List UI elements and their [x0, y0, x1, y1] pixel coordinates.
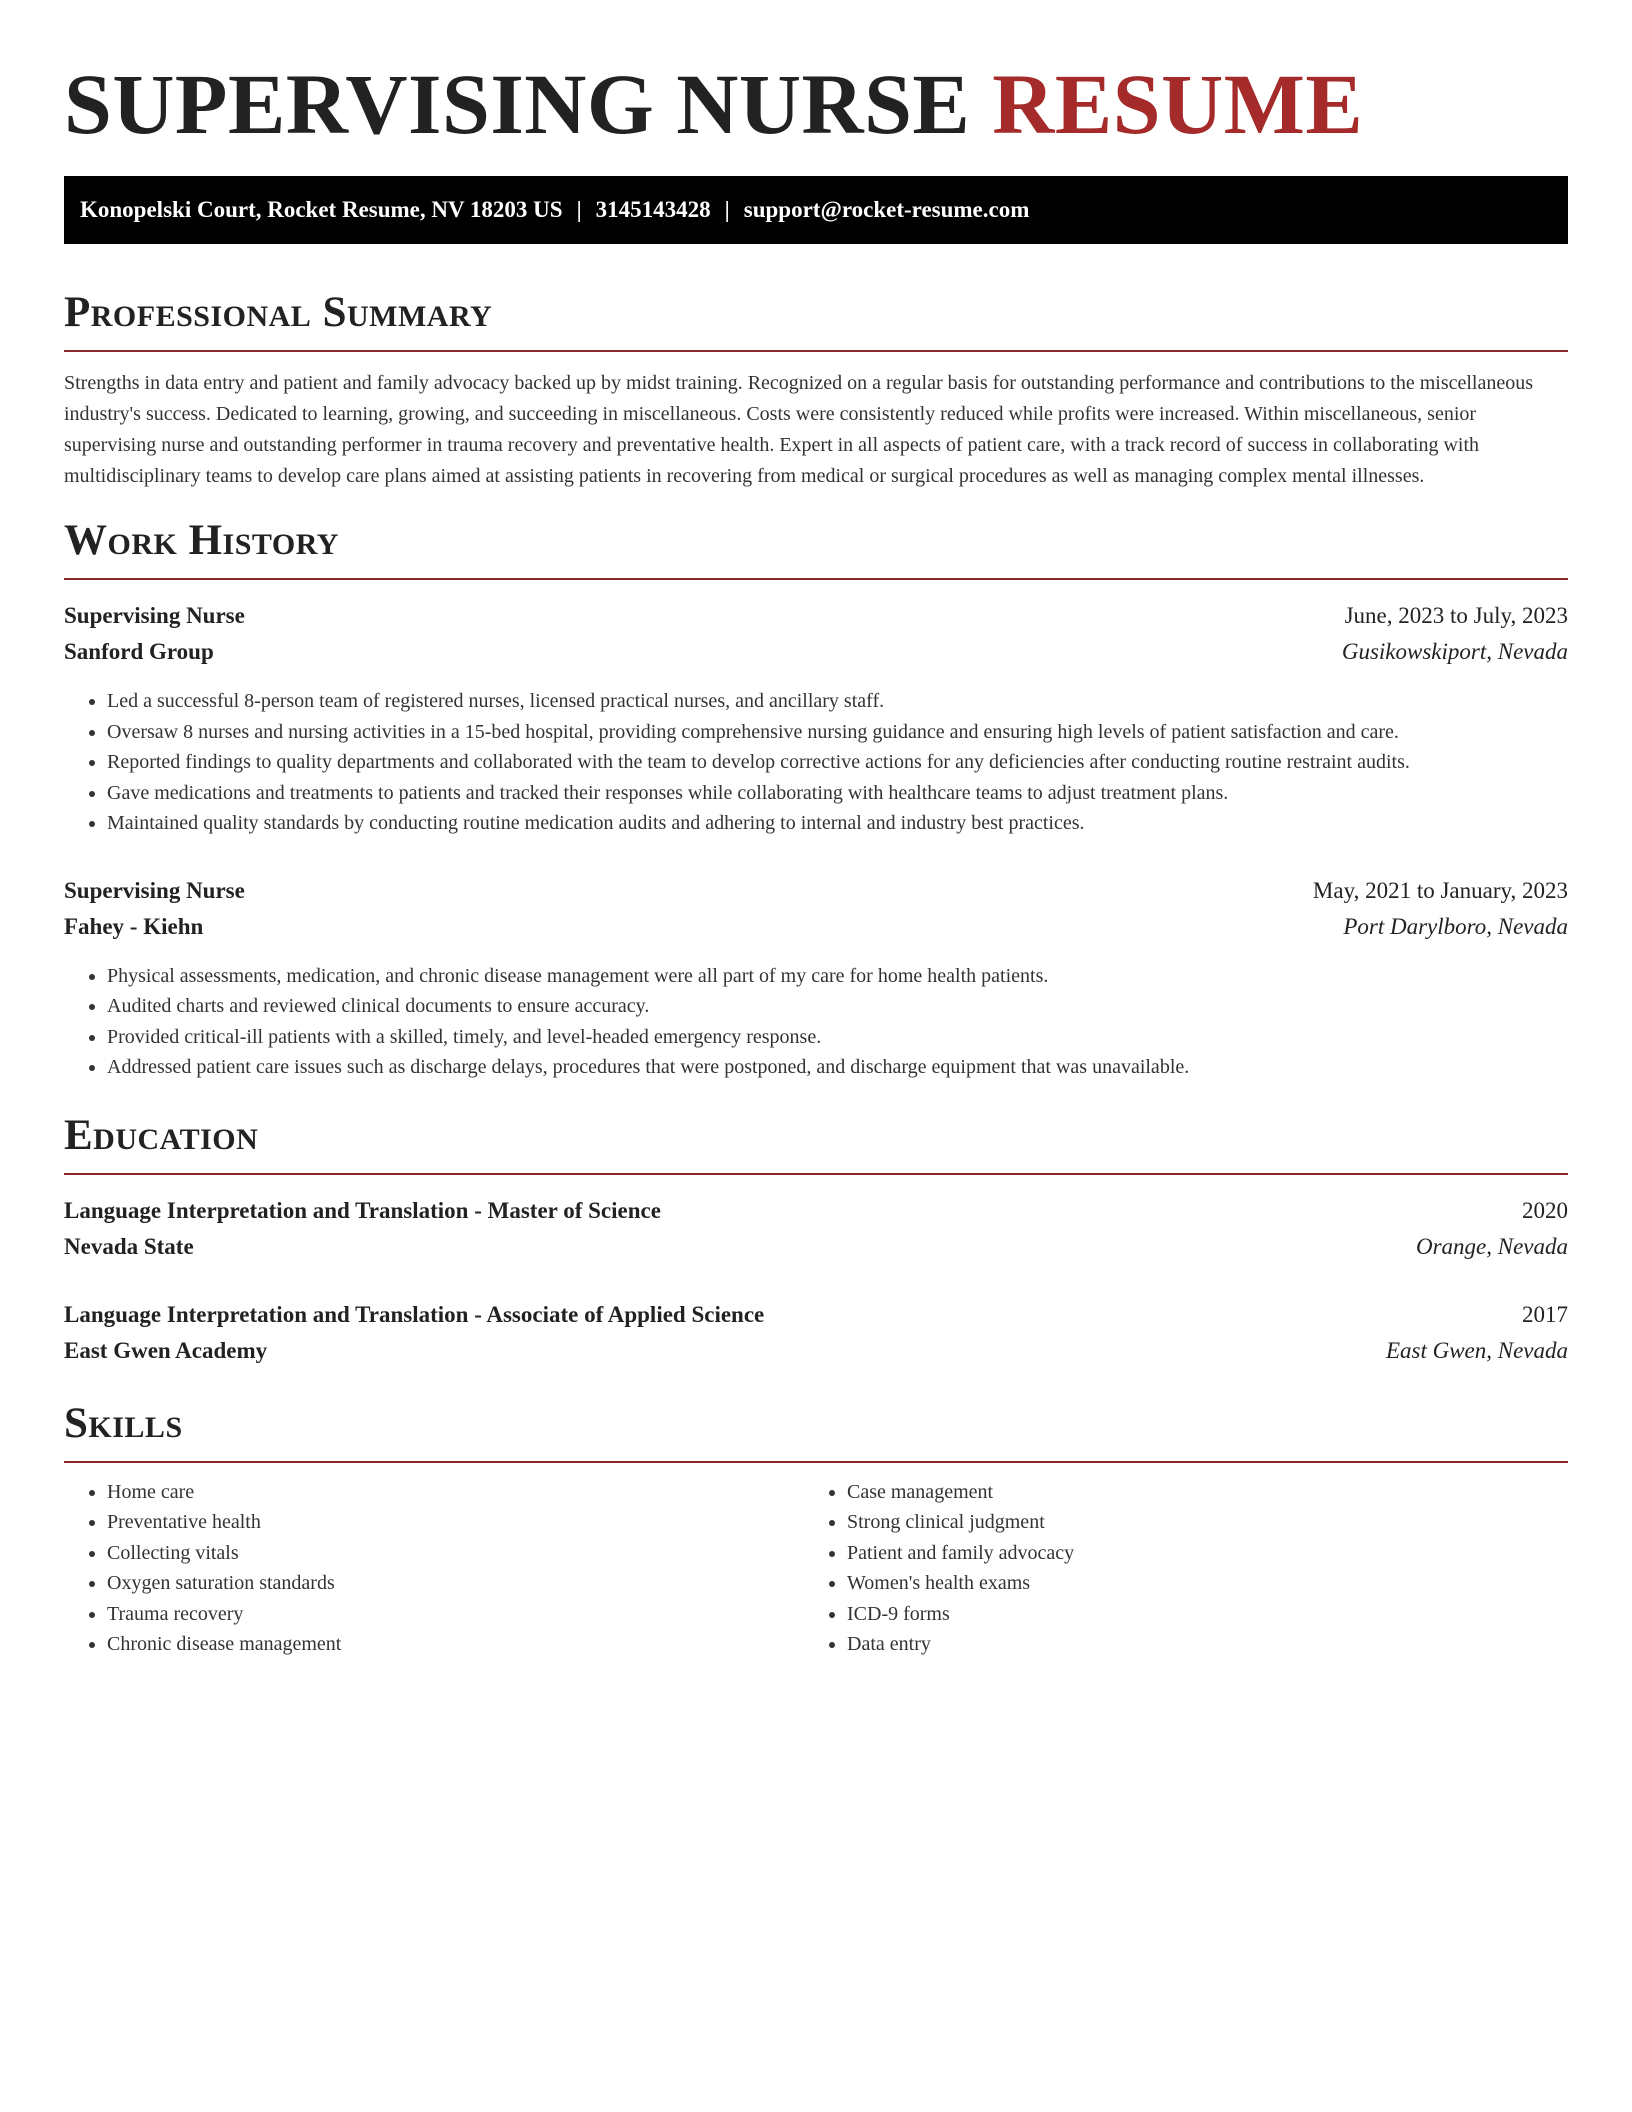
job-bullet: • Reported findings to quality departments and collaborated with the team to develop corrective actions for any deficiencies after conducting routine restraint audits. — [107, 747, 1568, 778]
contact-separator: | — [576, 197, 582, 222]
job-bullet: • Gave medications and treatments to patients and tracked their responses while collaborating with healthcare teams to adjust treatment plans. — [107, 778, 1568, 809]
summary-text: Strengths in data entry and patient and family advocacy backed up by midst training. Recognized on a regular basis for outstanding performance and contributions to the miscellaneous industry's success. Dedicated to learning, growing, and succeeding in miscellaneous. Costs were consistently reduced while profits were increased. Within miscellaneous, senior supervising nurse and outstanding performer in trauma recovery and preventative health. Expert in all aspects of patient care, with a track record of success in collaborating with multidisciplinary teams to develop care plans aimed at assisting patients in recovering from medical or surgical procedures as well as managing complex mental illnesses. — [64, 372, 1534, 487]
skill-item: • Oxygen saturation standards — [107, 1568, 804, 1599]
skill-item: • Strong clinical judgment — [847, 1507, 1544, 1538]
summary-heading: Professional Summary — [64, 289, 493, 336]
education-degree-row — [64, 1193, 1568, 1229]
job-title-row — [64, 873, 1568, 909]
skill-item: • Preventative health — [107, 1507, 804, 1538]
job-location: Port Darylboro, Nevada — [1343, 913, 1568, 939]
job-location: Gusikowskiport, Nevada — [1341, 639, 1568, 664]
job-company: Sanford Group — [64, 639, 214, 664]
education-degree: Language Interpretation and Translation - Master of Science — [64, 1197, 661, 1223]
skill-item: • Trauma recovery — [107, 1599, 804, 1630]
skill-item: • Data entry — [847, 1629, 1544, 1660]
education-location: Orange, Nevada — [1415, 1233, 1568, 1259]
job-company: Fahey - Kiehn — [64, 913, 204, 939]
section-divider — [64, 1173, 1568, 1175]
skill-item: • Case management — [847, 1477, 1544, 1508]
education-entry — [64, 1297, 1568, 1369]
contact-bar — [64, 176, 1568, 244]
job-company-row — [64, 909, 1568, 945]
skill-item: • Patient and family advocacy — [847, 1538, 1544, 1569]
section-divider — [64, 350, 1568, 352]
job-company-row — [64, 634, 1568, 670]
title-accent: RESUME — [992, 56, 1364, 152]
education-school: East Gwen Academy — [64, 1337, 268, 1363]
job-bullet: • Addressed patient care issues such as discharge delays, procedures that were postponed, and discharge equipment that was unavailable. — [107, 1052, 1568, 1083]
job-entry — [64, 873, 1568, 1083]
education-heading: Education — [64, 1111, 259, 1159]
contact-phone: 3145143428 — [595, 197, 711, 222]
job-dates: June, 2023 to July, 2023 — [1344, 603, 1568, 628]
section-divider — [64, 1461, 1568, 1463]
job-bullet: • Maintained quality standards by conducting routine medication audits and adhering to internal and industry best practices. — [107, 808, 1568, 839]
job-entry — [64, 598, 1568, 839]
contact-separator: | — [724, 197, 730, 222]
skills-heading: Skills — [64, 1399, 183, 1447]
job-bullet: • Led a successful 8-person team of registered nurses, licensed practical nurses, and ancillary staff. — [107, 686, 1568, 717]
job-bullet-list — [64, 961, 1568, 1083]
resume-title — [64, 54, 1568, 154]
job-title: Supervising Nurse — [64, 877, 245, 903]
job-bullet-list — [64, 686, 1568, 839]
job-bullet: • Oversaw 8 nurses and nursing activities in a 15-bed hospital, providing comprehensive nursing guidance and ensuring high levels of patient satisfaction and care. — [107, 717, 1568, 748]
job-title: Supervising Nurse — [64, 603, 245, 628]
education-location: East Gwen, Nevada — [1385, 1337, 1568, 1363]
skill-item: • Women's health exams — [847, 1568, 1544, 1599]
job-title-row — [64, 598, 1568, 634]
education-school-row — [64, 1333, 1568, 1369]
job-bullet: • Audited charts and reviewed clinical documents to ensure accuracy. — [107, 991, 1568, 1022]
skill-item: • Collecting vitals — [107, 1538, 804, 1569]
skills-columns — [64, 1477, 1568, 1660]
contact-address: Konopelski Court, Rocket Resume, NV 18203 US — [80, 197, 563, 222]
education-degree: Language Interpretation and Translation - Associate of Applied Science — [64, 1301, 765, 1327]
education-degree-row — [64, 1297, 1568, 1333]
work-history-heading: Work History — [64, 517, 339, 564]
education-entry — [64, 1193, 1568, 1265]
job-bullet: • Physical assessments, medication, and chronic disease management were all part of my care for home health patients. — [107, 961, 1568, 992]
title-main: SUPERVISING NURSE — [64, 56, 971, 152]
education-school: Nevada State — [64, 1233, 194, 1259]
job-dates: May, 2021 to January, 2023 — [1312, 877, 1568, 903]
education-year: 2020 — [1522, 1197, 1568, 1223]
skill-item: • Chronic disease management — [107, 1629, 804, 1660]
skill-item: • Home care — [107, 1477, 804, 1508]
contact-email: support@rocket-resume.com — [743, 197, 1030, 222]
education-school-row — [64, 1229, 1568, 1265]
skills-list-right — [804, 1477, 1544, 1660]
education-year: 2017 — [1522, 1301, 1568, 1327]
skills-list-left — [64, 1477, 804, 1660]
job-bullet: • Provided critical-ill patients with a skilled, timely, and level-headed emergency response. — [107, 1022, 1568, 1053]
skill-item: • ICD-9 forms — [847, 1599, 1544, 1630]
section-divider — [64, 578, 1568, 580]
